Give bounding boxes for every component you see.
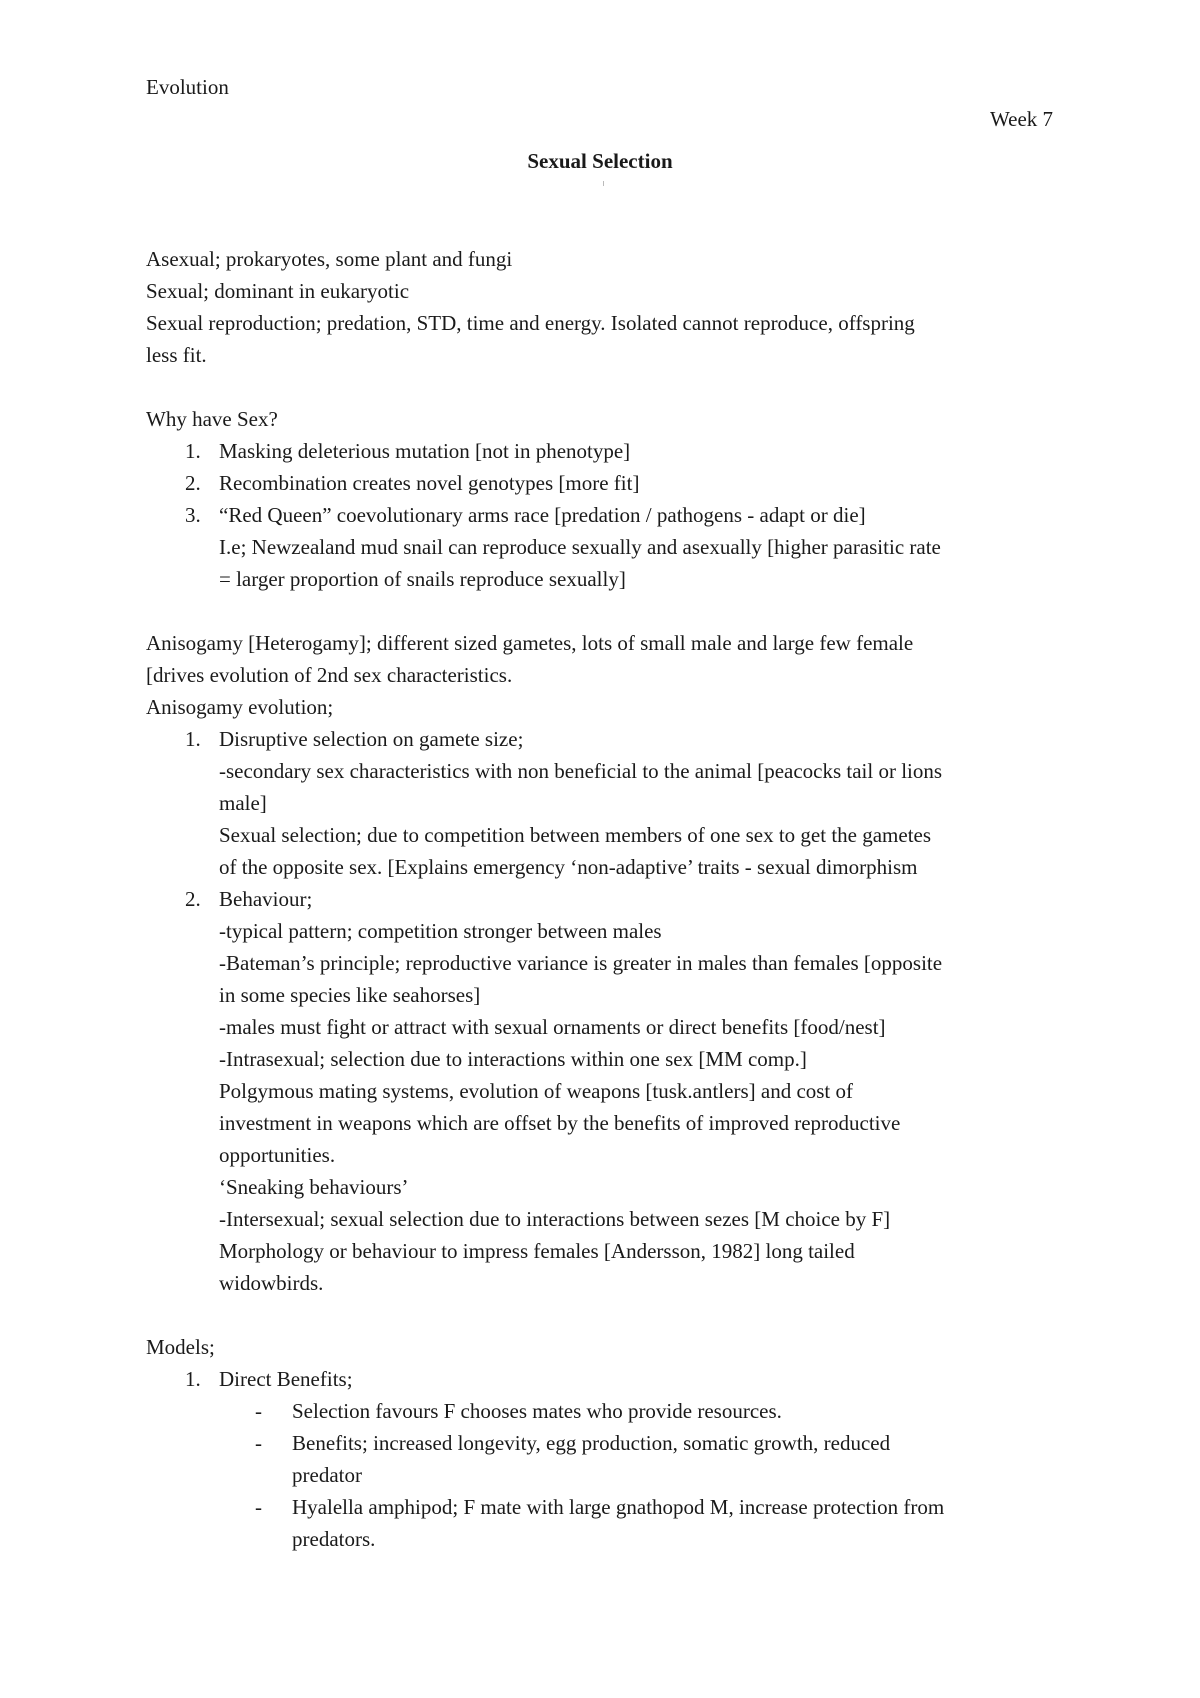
- list-item: Masking deleterious mutation [not in phenotype]: [219, 439, 631, 463]
- bullet-dash: -: [255, 1399, 262, 1423]
- list-number: 1.: [185, 439, 201, 463]
- list-number: 2.: [185, 887, 201, 911]
- page-title: Sexual Selection: [527, 149, 673, 173]
- paragraph-line: [drives evolution of 2nd sex characteristics.: [146, 663, 513, 687]
- intro-line: Sexual reproduction; predation, STD, time and energy. Isolated cannot reproduce, offspring: [146, 311, 915, 335]
- intro-line: Asexual; prokaryotes, some plant and fungi: [146, 247, 513, 271]
- list-item-detail: Morphology or behaviour to impress females [Andersson, 1982] long tailed: [219, 1239, 855, 1263]
- bullet-dash: -: [255, 1431, 262, 1455]
- list-item-detail: of the opposite sex. [Explains emergency ‘non-adaptive’ traits - sexual dimorphism: [219, 855, 918, 879]
- list-number: 1.: [185, 727, 201, 751]
- list-item-detail: -Intrasexual; selection due to interactions within one sex [MM comp.]: [219, 1047, 807, 1071]
- bullet-text: predators.: [292, 1527, 376, 1551]
- list-item-detail: -secondary sex characteristics with non beneficial to the animal [peacocks tail or lions: [219, 759, 943, 783]
- bullet-text: Selection favours F chooses mates who provide resources.: [292, 1399, 782, 1423]
- list-number: 2.: [185, 471, 201, 495]
- bullet-text: Benefits; increased longevity, egg production, somatic growth, reduced: [292, 1431, 891, 1455]
- list-item-detail: Sexual selection; due to competition between members of one sex to get the gametes: [219, 823, 932, 847]
- bullet-text: Hyalella amphipod; F mate with large gnathopod M, increase protection from: [292, 1495, 945, 1519]
- list-item: Direct Benefits;: [219, 1367, 353, 1391]
- section-heading: Models;: [146, 1335, 215, 1359]
- list-item-detail: -Bateman’s principle; reproductive variance is greater in males than females [opposite: [219, 951, 943, 975]
- list-item-detail: ‘Sneaking behaviours’: [219, 1175, 409, 1199]
- list-number: 3.: [185, 503, 201, 527]
- section-heading: Why have Sex?: [146, 407, 278, 431]
- list-item-detail: investment in weapons which are offset by the benefits of improved reproductive: [219, 1111, 901, 1135]
- intro-line: less fit.: [146, 343, 207, 367]
- list-item: Disruptive selection on gamete size;: [219, 727, 524, 751]
- list-item: Behaviour;: [219, 887, 313, 911]
- list-item-detail: male]: [219, 791, 267, 815]
- section-heading: Anisogamy evolution;: [146, 695, 334, 719]
- header-week: Week 7: [990, 107, 1054, 131]
- list-item: Recombination creates novel genotypes [more fit]: [219, 471, 640, 495]
- list-item-detail: I.e; Newzealand mud snail can reproduce sexually and asexually [higher parasitic rate: [219, 535, 941, 559]
- bullet-text: predator: [292, 1463, 362, 1487]
- intro-line: Sexual; dominant in eukaryotic: [146, 279, 410, 303]
- list-number: 1.: [185, 1367, 201, 1391]
- list-item-detail: Polgymous mating systems, evolution of weapons [tusk.antlers] and cost of: [219, 1079, 854, 1103]
- bullet-dash: -: [255, 1495, 262, 1519]
- list-item-detail: -Intersexual; sexual selection due to interactions between sezes [M choice by F]: [219, 1207, 891, 1231]
- list-item-detail: opportunities.: [219, 1143, 336, 1167]
- list-item-detail: = larger proportion of snails reproduce sexually]: [219, 567, 626, 591]
- paragraph-line: Anisogamy [Heterogamy]; different sized gametes, lots of small male and large few female: [146, 631, 914, 655]
- header-subject: Evolution: [146, 75, 229, 99]
- list-item: “Red Queen” coevolutionary arms race [predation / pathogens - adapt or die]: [219, 503, 866, 527]
- list-item-detail: -males must fight or attract with sexual ornaments or direct benefits [food/nest]: [219, 1015, 886, 1039]
- decorative-mark: [603, 181, 604, 186]
- list-item-detail: widowbirds.: [219, 1271, 324, 1295]
- list-item-detail: in some species like seahorses]: [219, 983, 481, 1007]
- list-item-detail: -typical pattern; competition stronger between males: [219, 919, 662, 943]
